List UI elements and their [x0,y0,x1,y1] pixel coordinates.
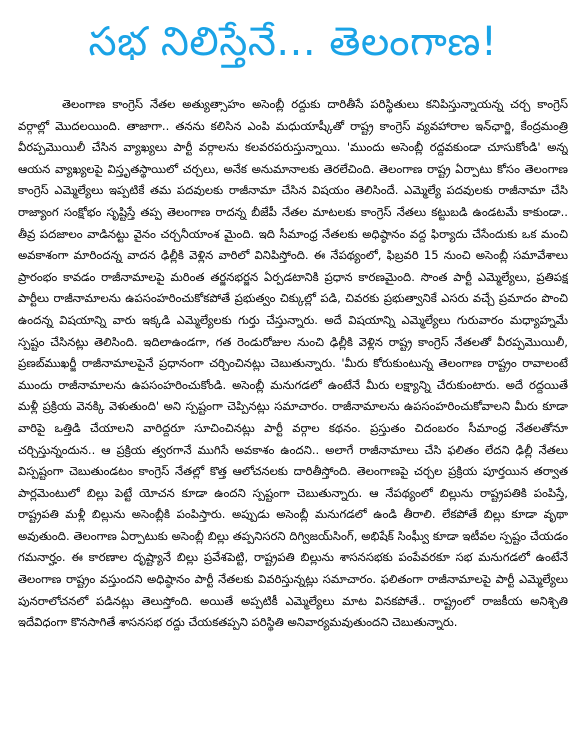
article-headline: సభ నిలిస్తేనే... తెలంగాణ! [88,19,498,65]
article-paragraph: తెలంగాణ కాంగ్రెస్ నేతల అత్యుత్సాహం అసెంబ్లీ రద్దుకు దారితీసే పరిస్థితులు కనిపిస్తున్నాయన్న చర్చ కాంగ్రెస్ వర్గాల్లో మొదలయింది. తాజాగా.. తనను కలిసిన ఎంపి మధుయాష్కీతో రాష్ట్ర కాంగ్రెస్ వ్యవహారాల ఇన్‌ఛార్జి, కేంద్రమంత్రి వీరప్పమొయిలీ చేసిన వ్యాఖ్యలు పార్టీ వర్గాలను కలవరపరుస్తున్నాయి. 'ముందు అసెంబ్లీ రద్దవకుండా చూసుకోండి' అన్న ఆయన వ్యాఖ్యలపై విస్తృతస్థాయిలో చర్చలు, అనేక అనుమానాలకు తెరలేచింది. తెలంగాణ రాష్ట్ర ఏర్పాటు కోసం తెలంగాణ కాంగ్రెస్ ఎమ్మెల్యేలు ఇప్పటికే తమ పదవులకు రాజీనామా చేసిన విషయం తెలిసిందే. ఎమ్మెల్యే పదవులకు రాజీనామా చేసి రాజ్యాంగ సంక్షోభం సృష్టిస్తే తప్ప తెలంగాణ రాదన్న బీజేపీ నేతల మాటలకు కాంగ్రెస్ నేతలు కట్టుబడి ఉండటమే కాకుండా.. తీవ్ర పదజాలం వాడినట్టు వైనం చర్చనీయాంశ మైంది. ఇది సీమాంధ్ర నేతలకు అధిష్ఠానం వద్ద ఫిర్యాదు చేసేందుకు ఒక మంచి అవకాశంగా మారిందన్న వాదన ఢిల్లీకి వెళ్లిన వారిలో వినిపిస్తోంది. ఈ నేపథ్యంలో, ఫిబ్రవరి 15 నుంచి అసెంబ్లీ సమావేశాలు ప్రారంభం కావడం రాజీనామాలపై మరింత తర్జనభర్జన ఏర్పడటానికి ప్రధాన కారణమైంది. సొంత పార్టీ ఎమ్మెల్యేలు, ప్రతిపక్ష పార్టీలు రాజీనామాలను ఉపసంహరించుకోకపోతే ప్రభుత్వం చిక్కుల్లో పడి, చివరకు ప్రభుత్వానికే ఎసరు వచ్చే ప్రమాదం పొంచి ఉందన్న విషయాన్ని వారు ఇక్కడి ఎమ్మెల్యేలకు గుర్తు చేస్తున్నారు. అదే విషయాన్ని ఎమ్మెల్యేలు గురువారం మధ్యాహ్నమే స్పష్టం చేసినట్లు తెలిసింది. ఇదిలాఉండగా, గత రెండురోజుల నుంచి ఢిల్లీకి వెళ్లిన రాష్ట్ర కాంగ్రెస్ నేతలతో వీరప్పమొయిలీ, ప్రణబ్‌ముఖర్జీ రాజీనామాలపైనే ప్రధానంగా చర్చించినట్లు చెబుతున్నారు. 'మీరు కోరుకుంటున్న తెలంగాణ రాష్ట్రం రావాలంటే ముందు రాజీనామాలను ఉపసంహరించుకోండి. అసెంబ్లీ మనుగడలో ఉంటేనే మీరు లక్ష్యాన్ని చేరుకుంటారు. అదే రద్దయితే మళ్లీ ప్రక్రియ వెనక్కి వెళుతుంది' అని స్పష్టంగా చెప్పినట్లు సమాచారం. రాజీనామాలను ఉపసంహరించుకోవాలని మీరు కూడా వారిపై ఒత్తిడి చేయాలని వారిద్దరూ సూచించినట్లు పార్టీ వర్గాల కథనం. ప్రస్తుతం చిదంబరం సీమాంధ్ర నేతలతోనూ చర్చిస్తున్నందున.. ఆ ప్రక్రియ త్వరగానే ముగిసే అవకాశం ఉందని.. అలాగే రాజీనామాలు చేసి ఫలితం లేదని ఢిల్లీ నేతలు విస్పష్టంగా చెబుతుండటం కాంగ్రెస్ నేతల్లో కొత్త ఆలోచనలకు దారితీస్తోంది. తెలంగాణపై చర్చల ప్రక్రియ పూర్తయిన తర్వాత పార్లమెంటులో బిల్లు పెట్టే యోచన కూడా ఉందని స్పష్టంగా చెబుతున్నారు. ఆ నేపథ్యంలో బిల్లును రాష్ట్రపతికి పంపిస్తే, రాష్ట్రపతి మళ్లీ బిల్లును అసెంబ్లీకి పంపిస్తారు. అప్పుడు అసెంబ్లీ మనుగడలో ఉండి తీరాలి. లేకపోతే బిల్లు కూడా వృథా అవుతుంది. తెలంగాణ ఏర్పాటుకు అసెంబ్లీ బిల్లు తప్పనిసరని దిగ్విజయ్‌సింగ్, అభిషేక్ సింఘ్వీ కూడా ఇటీవల స్పష్టం చేయడం గమనార్హం. ఈ కారణాల దృష్ట్యానే బిల్లు ప్రవేశపెట్టి, రాష్ట్రపతి బిల్లును శాసనసభకు పంపేవరకూ సభ మనుగడలో ఉంటేనే తెలంగాణ రాష్ట్రం వస్తుందని అధిష్ఠానం పార్టీ నేతలకు వివరిస్తున్నట్లు సమాచారం. ఫలితంగా రాజీనామాలపై పార్టీ ఎమ్మెల్యేలు పునరాలోచనలో పడినట్లు తెలుస్తోంది. అయితే అప్పటికీ ఎమ్మెల్యేలు మాట వినకపోతే.. రాష్ట్రంలో రాజకీయ అనిశ్చితి ఇదేవిధంగా కొనసాగితే శాసనసభ రద్దు చేయకతప్పని పరిస్థితి అనివార్యమవుతుందని చెబుతున్నారు. [18,97,568,630]
article-body [18,94,568,716]
